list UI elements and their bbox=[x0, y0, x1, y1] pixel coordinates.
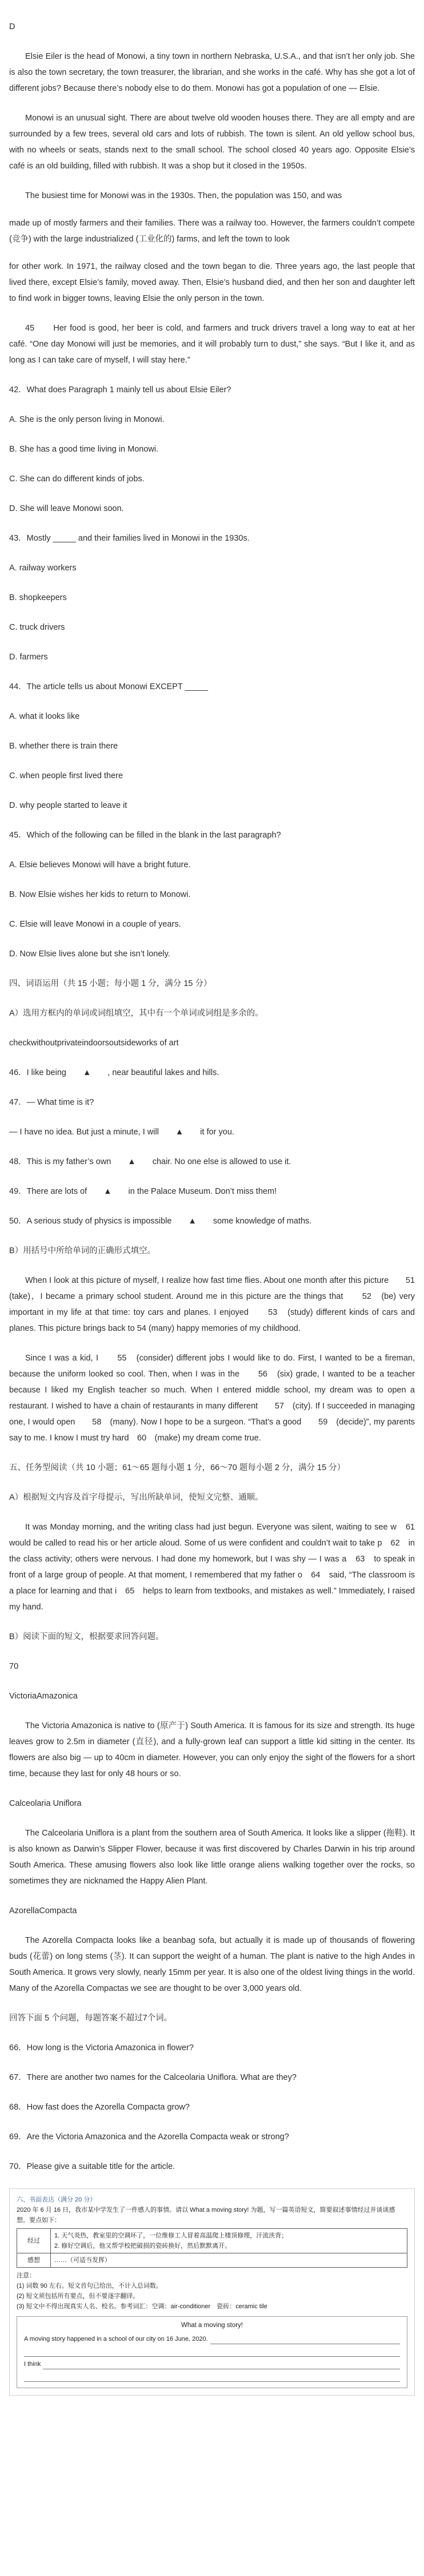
question-stem: 43．Mostly _____ and their families lived in Monowi in the 1930s. bbox=[9, 534, 250, 543]
table-row-label: 经过 bbox=[17, 2229, 51, 2253]
writing-rule bbox=[24, 2369, 400, 2382]
answer-option: D. farmers bbox=[9, 653, 48, 662]
answer-option: D. why people started to leave it bbox=[9, 801, 127, 810]
fill-blank-item: 46．I like being ▲ , near beautiful lakes and hills. bbox=[9, 1068, 219, 1077]
passage-paragraph-segment: made up of mostly farmers and their families. There was a railway too. However, the farmers couldn’t compete (竞争) with the large industrialized (工业化的) farms, and left the town to look bbox=[9, 219, 415, 244]
writing-rule bbox=[210, 2334, 400, 2344]
answer-option: A. what it looks like bbox=[9, 712, 80, 721]
answer-option: D. She will leave Monowi soon. bbox=[9, 504, 124, 513]
word-box: checkwithoutprivateindoorsoutsideworks of art bbox=[9, 1039, 179, 1048]
cloze-paragraph: Since I was a kid, I 55 (consider) different jobs I would like to do. First, I wanted to be a fireman, because the uniform looked so cool. Then, when I was in the 56 (six) grade, I wanted to be a teacher because I liked my English teacher so much. When I entered middle school, my dream was to open a restaurant. I wished to have a chain of restaurants in many different 57 (city). If I succeeded in managing one, I would open 58 (many). Now I hope to be a surgeon. “That’s a good 59 (decide)”, my parents say to me. I know I must try hard 60 (make) my dream come true. bbox=[9, 1354, 415, 1443]
cloze-paragraph: When I look at this picture of myself, I realize how fast time flies. About one month after this picture 51 (take)，I became a primary school student. Around me in this picture are the things that 52 (be) very important in my life at that time: toy cars and planes. I enjoyed 53 (study) different kinds of cars and planes. This picture brings back to 54 (many) happy memories of my childhood. bbox=[9, 1276, 423, 1333]
answer-box-title: What a moving story! bbox=[181, 2322, 243, 2329]
note-line: (2) 短文须包括所有要点，但不要逐字翻译。 bbox=[17, 2293, 139, 2300]
outline-line: ……（可适当发挥） bbox=[54, 2257, 111, 2264]
question-stem: 45．Which of the following can be filled in the blank in the last paragraph? bbox=[9, 831, 281, 840]
outline-line: 1. 天气炎热，教室里的空调坏了，一位维修工人冒着高温爬上楼顶修理，汗流浃背； bbox=[54, 2232, 288, 2239]
note-line: (1) 词数 90 左右。短文首句已给出，不计入总词数。 bbox=[17, 2283, 162, 2289]
short-answer-question: 66．How long is the Victoria Amazonica in flower? bbox=[9, 2043, 194, 2052]
part-instruction: A）选用方框内的单词或词组填空，其中有一个单词或词组是多余的。 bbox=[9, 1009, 263, 1018]
plant-paragraph: The Calceolaria Uniflora is a plant from the southern area of South America. It looks like a slipper (拖鞋). It is also known as Darwin’s Slipper Flower, because it was first discovered by Charles Darwin in his trip around South America. These amusing flowers also look like little orange aliens walking together over the rocks, so sometimes they are nicknamed the Happy Alien Plant. bbox=[9, 1829, 415, 1886]
plant-title: VictoriaAmazonica bbox=[9, 1692, 78, 1701]
passage-label: D bbox=[9, 22, 15, 31]
writing-outline-table bbox=[17, 2228, 407, 2268]
answer-option: B. whether there is train there bbox=[9, 742, 118, 751]
answer-option: C. She can do different kinds of jobs. bbox=[9, 474, 145, 484]
answer-option: B. She has a good time living in Monowi. bbox=[9, 445, 159, 454]
answer-first-line bbox=[24, 2332, 400, 2344]
answer-option: A. Elsie believes Monowi will have a bright future. bbox=[9, 860, 191, 870]
table-row bbox=[17, 2229, 407, 2253]
fill-blank-item: 47．— What time is it? bbox=[9, 1098, 94, 1107]
answer-first-line-text: A moving story happened in a school of our city on 16 June, 2020. bbox=[24, 2336, 208, 2342]
answer-box bbox=[17, 2316, 407, 2388]
question-stem: 42．What does Paragraph 1 mainly tell us about Elsie Eiler? bbox=[9, 385, 231, 395]
plant-title: Calceolaria Uniflora bbox=[9, 1799, 82, 1808]
answer-option: D. Now Elsie lives alone but she isn’t lonely. bbox=[9, 949, 170, 959]
passage-paragraph: 45 Her food is good, her beer is cold, and farmers and truck drivers travel a long way to eat at her café. “One day Monowi will just be memories, and it will probably turn to dust,” she says. “But I like it, and as long as I can take care of myself, I will stay here.” bbox=[9, 324, 415, 365]
plant-paragraph: The Azorella Compacta looks like a beanbag sofa, but actually it is made up of thousands of flowering buds (花蕾) on long stems (茎). It can support the weight of a human. The plant is native to the high Andes in South America. It grows very slowly, nearly 15mm per year. It is also one of the oldest living things in the world. Many of the Azorella Compactas we see are thought to be over 3,000 years old. bbox=[9, 1936, 415, 1993]
answer-think-label: I think bbox=[24, 2361, 41, 2368]
section-heading: 五、任务型阅读（共 10 小题；61～65 题每小题 1 分，66～70 题每小题 2 分，满分 15 分） bbox=[9, 1463, 346, 1472]
passage-paragraph: Elsie Eiler is the head of Monowi, a tiny town in northern Nebraska, U.S.A., and that isn’t her only job. She is also the town secretary, the town treasurer, the librarian, and she works in the café. Why has she got a lot of different jobs? Because there’s nobody else to do them. Monowi has got a population of one — Elsie. bbox=[9, 52, 415, 93]
part-instruction: A）根据短文内容及首字母提示，写出所缺单词，使短文完整、通顺。 bbox=[9, 1493, 263, 1502]
fill-blank-item: — I have no idea. But just a minute, I will ▲ it for you. bbox=[9, 1128, 234, 1137]
answer-option: C. Elsie will leave Monowi in a couple of years. bbox=[9, 920, 181, 929]
answer-option: B. shopkeepers bbox=[9, 593, 67, 602]
part-instruction: B）用括号中所给单词的正确形式填空。 bbox=[9, 1246, 156, 1255]
answer-prompt: 回答下面 5 个问题，每题答案不超过7个词。 bbox=[9, 2014, 173, 2023]
short-answer-question: 70．Please give a suitable title for the article. bbox=[9, 2162, 175, 2171]
short-answer-question: 68．How fast does the Azorella Compacta grow? bbox=[9, 2103, 190, 2112]
fill-blank-item: 48．This is my father’s own ▲ chair. No one else is allowed to use it. bbox=[9, 1157, 291, 1166]
question-stem: 44．The article tells us about Monowi EXCEPT _____ bbox=[9, 682, 208, 691]
answer-option: C. when people first lived there bbox=[9, 771, 123, 780]
writing-rule bbox=[24, 2344, 400, 2357]
passage-paragraph-segment: The busiest time for Monowi was in the 1930s. Then, the population was 150, and was bbox=[25, 191, 342, 200]
writing-rule bbox=[43, 2360, 400, 2369]
short-answer-question: 69．Are the Victoria Amazonica and the Azorella Compacta weak or strong? bbox=[9, 2132, 289, 2142]
answer-option: A. railway workers bbox=[9, 564, 77, 573]
table-row-content bbox=[51, 2229, 407, 2253]
writing-intro: 2020 年 6 月 16 日，我市某中学发生了一件感人的事情。请以 What a moving story! 为题，写一篇英语短文，简要叙述事情经过并谈谈感想。要点如下： bbox=[17, 2207, 395, 2224]
fill-blank-item: 49．There are lots of ▲ in the Palace Museum. Don’t miss them! bbox=[9, 1187, 277, 1196]
table-row-content bbox=[51, 2253, 407, 2268]
cloze-paragraph: It was Monday morning, and the writing class had just begun. Everyone was silent, waiting to see w 61 would be called to read his or her article aloud. Some of us were confident and couldn’t wait to take p 62 in the class activity; others were nervous. I had done my homework, but I was shy — I was a 63 to speak in front of a large group of people. At that moment, I remembered that my father o 64 said, “The classroom is a place for learning and that i 65 helps to learn from textbooks, and mistakes as well.” Immediately, I raised my hand. bbox=[9, 1523, 423, 1612]
stray-number: 70 bbox=[9, 1662, 19, 1671]
answer-option: A. She is the only person living in Monowi. bbox=[9, 415, 165, 424]
passage-paragraph-segment: for other work. In 1971, the railway closed and the town began to die. Three years ago, the last people that lived there, except Elsie’s family, moved away. Then, Elsie’s husband died, and then her son and daughter left to find work in bigger towns, leaving Elsie the only person in the town. bbox=[9, 262, 415, 303]
section-heading: 四、词语运用（共 15 小题；每小题 1 分，满分 15 分） bbox=[9, 979, 212, 988]
answer-option: C. truck drivers bbox=[9, 623, 65, 632]
writing-heading: 六、书面表达（满分 20 分） bbox=[17, 2196, 97, 2203]
table-row-label: 感想 bbox=[17, 2253, 51, 2268]
short-answer-question: 67．There are another two names for the Calceolaria Uniflora. What are they? bbox=[9, 2073, 297, 2082]
plant-title: AzorellaCompacta bbox=[9, 1906, 77, 1915]
answer-think-line bbox=[24, 2357, 400, 2369]
plant-paragraph: The Victoria Amazonica is native to (原产于) South America. It is famous for its size and strength. Its huge leaves grow to 2.5m in diameter (直径), and a fully-grown leaf can support a little kid sitting in the center. Its flowers are also big — up to 40cm in diameter. However, you can only enjoy the sight of the flowers for a short time, because they last for only 48 hours or so. bbox=[9, 1721, 415, 1778]
table-row bbox=[17, 2253, 407, 2268]
fill-blank-item: 50．A serious study of physics is impossible ▲ some knowledge of maths. bbox=[9, 1217, 312, 1226]
answer-option: B. Now Elsie wishes her kids to return to Monowi. bbox=[9, 890, 191, 899]
outline-line: 2. 修好空调后，他又帮学校把破损的瓷砖换好，然后默默离开。 bbox=[54, 2243, 231, 2249]
part-instruction: B）阅读下面的短文，根据要求回答问题。 bbox=[9, 1632, 164, 1641]
notes-label: 注意： bbox=[17, 2272, 35, 2279]
writing-task-image bbox=[9, 2188, 415, 2396]
passage-paragraph: Monowi is an unusual sight. There are about twelve old wooden houses there. They are all empty and are surrounded by a few trees, several old cars and lots of rubbish. The town is silent. An old yellow school bus, with no wheels or seats, stands next to the small school. The school closed 40 years ago. Opposite Elsie’s café is an old building, filled with rubbish. It was a shop but it closed in the 1950s. bbox=[9, 114, 415, 171]
note-line: (3) 短文中不得出现真实人名、校名。参考词汇：空调：air-conditioner 瓷砖：ceramic tile bbox=[17, 2303, 267, 2310]
